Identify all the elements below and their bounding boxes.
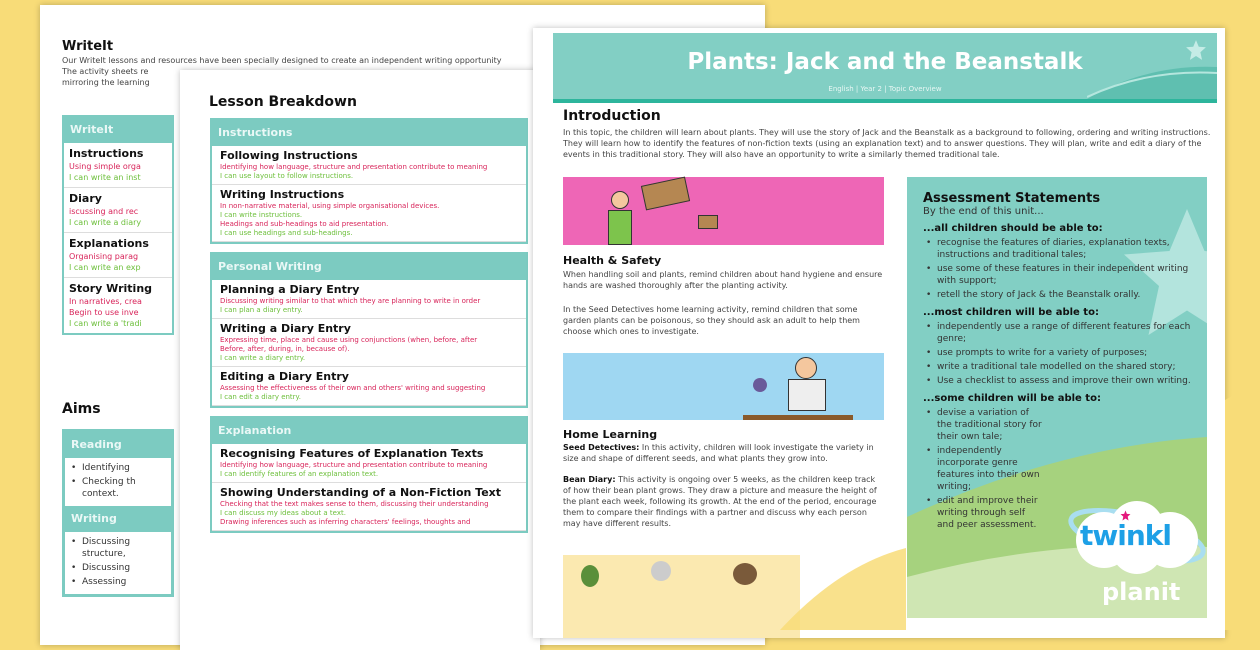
- lesson-item-title: Writing Instructions: [220, 188, 345, 201]
- page-subtitle: English | Year 2 | Topic Overview: [828, 85, 942, 93]
- aim-item: • Identifying: [68, 462, 168, 474]
- aim-item: • Discussing structure,: [68, 536, 168, 560]
- lesson-breakdown-title: Lesson Breakdown: [209, 94, 357, 110]
- lesson-section-box: [210, 416, 528, 533]
- lesson-breakdown-page: [180, 70, 540, 650]
- lesson-section-box: [210, 252, 528, 408]
- lesson-item-title: Planning a Diary Entry: [220, 283, 360, 296]
- item-objective: Organising parag: [69, 252, 139, 261]
- item-target: I can write a 'tradi: [69, 319, 142, 328]
- home-learning-title: Home Learning: [563, 428, 658, 441]
- lesson-item: [212, 280, 526, 319]
- item-title: Instructions: [69, 147, 144, 160]
- item-title: Explanations: [69, 237, 149, 250]
- page-title: Plants: Jack and the Beanstalk: [687, 49, 1083, 75]
- bean-diary-desc: This activity is ongoing over 5 weeks, as the children keep track of how their bean plant grows. They draw a picture and measure the height of the plant each week, following its growth. At the end of the period, encourage them to compare their findings with a partner and discuss why each person may have different results.: [563, 475, 877, 528]
- lesson-objective: Identifying how language, structure and presentation contribute to meaning: [220, 163, 488, 171]
- assessment-item: • retell the story of Jack & the Beanstalk orally.: [923, 289, 1193, 301]
- lesson-item-title: Editing a Diary Entry: [220, 370, 349, 383]
- lesson-section-box: [210, 118, 528, 244]
- item-objective: In narratives, crea: [69, 297, 142, 306]
- lesson-objective: Drawing inferences such as inferring characters' feelings, thoughts and: [220, 518, 471, 526]
- assessment-title: Assessment Statements: [923, 191, 1101, 206]
- aims-box: [62, 429, 174, 597]
- intro-line: mirroring the learning: [62, 78, 150, 87]
- assessment-item: • use some of these features in their independent writing with support;: [923, 263, 1193, 287]
- lesson-sections: [210, 118, 528, 541]
- seed-detectives-desc: In this activity, children will look investigate the variety in size and shape of different seeds, and what plants they grow into.: [563, 443, 874, 463]
- lesson-objective: In non-narrative material, using simple organisational devices.: [220, 202, 440, 210]
- lesson-objective: Expressing time, place and cause using conjunctions (when, before, after: [220, 336, 478, 344]
- lesson-item: [212, 319, 526, 367]
- item-title: Diary: [69, 192, 102, 205]
- most-children-title: ...most children will be able to:: [923, 307, 1099, 318]
- lesson-objective: Identifying how language, structure and presentation contribute to meaning: [220, 461, 488, 469]
- aim-item: • Checking th context.: [68, 476, 168, 500]
- item-target: I can write a diary: [69, 218, 142, 227]
- aim-item: • Assessing: [68, 576, 168, 588]
- lesson-item-title: Following Instructions: [220, 149, 358, 162]
- lesson-target: I can identify features of an explanation text.: [220, 470, 379, 478]
- lesson-target: I can plan a diary entry.: [220, 306, 303, 314]
- assessment-item: • devise a variation of the traditional story for their own tale;: [923, 407, 1043, 443]
- health-safety-title: Health & Safety: [563, 254, 662, 267]
- item-target: I can write an inst: [69, 173, 141, 182]
- illustration-planting: [563, 353, 884, 420]
- writeit-box: [62, 115, 174, 335]
- lesson-item: [212, 367, 526, 406]
- assessment-subtitle: By the end of this unit...: [923, 206, 1044, 217]
- seed-detectives-text: [563, 442, 885, 464]
- writing-header: Writing: [65, 506, 171, 532]
- lesson-objective: Before, after, during, in, because of).: [220, 345, 350, 353]
- lesson-target: I can edit a diary entry.: [220, 393, 301, 401]
- writeit-box-header: WriteIt: [64, 117, 172, 143]
- intro-line: Our WriteIt lessons and resources have been specially designed to create an independent writing opportunity: [62, 56, 502, 65]
- lesson-target: I can discuss my ideas about a text.: [220, 509, 346, 517]
- all-children-title: ...all children should be able to:: [923, 223, 1103, 234]
- introduction-title: Introduction: [563, 108, 661, 124]
- aim-item: • Discussing: [68, 562, 168, 574]
- item-objective: iscussing and rec: [69, 207, 139, 216]
- assessment-item: • recognise the features of diaries, explanation texts, instructions and traditional tales;: [923, 237, 1193, 261]
- lesson-objective: Checking that the text makes sense to them, discussing their understanding: [220, 500, 489, 508]
- lesson-target: I can write a diary entry.: [220, 354, 306, 362]
- assessment-item: • Use a checklist to assess and improve their own writing.: [923, 375, 1193, 387]
- lesson-item-title: Showing Understanding of a Non-Fiction Text: [220, 486, 502, 499]
- illustration-boy-boxes: [563, 177, 884, 245]
- lesson-target: I can use layout to follow instructions.: [220, 172, 354, 180]
- item-objective: Begin to use inve: [69, 308, 139, 317]
- bean-diary-label: Bean Diary:: [563, 475, 616, 484]
- lesson-item: [212, 483, 526, 531]
- lesson-section-header: Personal Writing: [212, 254, 526, 280]
- lesson-target: I can use headings and sub-headings.: [220, 229, 353, 237]
- lesson-item-title: Recognising Features of Explanation Texts: [220, 447, 484, 460]
- aims-title: Aims: [62, 401, 101, 417]
- lesson-objective: Discussing writing similar to that which they are planning to write in order: [220, 297, 481, 305]
- lesson-item: [212, 146, 526, 185]
- page1-title: WriteIt: [62, 39, 114, 54]
- assessment-item: • independently use a range of different features for each genre;: [923, 321, 1193, 345]
- seed-detectives-label: Seed Detectives:: [563, 443, 640, 452]
- intro-line: The activity sheets re: [62, 67, 149, 76]
- assessment-item: • independently incorporate genre features into their own writing;: [923, 445, 1043, 493]
- lesson-objective: Headings and sub-headings to aid presentation.: [220, 220, 389, 228]
- health-safety-text-1: When handling soil and plants, remind children about hand hygiene and ensure hands are washed thoroughly after the planting activity.: [563, 270, 883, 290]
- lesson-section-header: Explanation: [212, 418, 526, 444]
- twinkl-wordmark: twinkl: [1080, 519, 1172, 552]
- assessment-item: • edit and improve their writing through self and peer assessment.: [923, 495, 1043, 531]
- header-banner: [553, 33, 1217, 103]
- health-safety-text-2: In the Seed Detectives home learning activity, remind children that some garden plants can be poisonous, so they should ask an adult to help them choose which ones to investigate.: [563, 305, 860, 336]
- star-icon: [1120, 510, 1131, 521]
- some-children-title: ...some children will be able to:: [923, 393, 1101, 404]
- lesson-section-header: Instructions: [212, 120, 526, 146]
- introduction-text: In this topic, the children will learn about plants. They will use the story of Jack and the Beanstalk as a background to following, ordering and writing instructions. They will learn how to identify the features of non-fiction texts (using an explanation text) and to answer questions. They will plan, write and edit a diary of the events in this traditional story. They will also have an opportunity to write a similarly themed traditional tale.: [563, 128, 1211, 159]
- reading-header: Reading: [65, 432, 171, 458]
- lesson-objective: Assessing the effectiveness of their own and others' writing and suggesting: [220, 384, 486, 392]
- illustration-children: [563, 555, 800, 638]
- item-title: Story Writing: [69, 282, 153, 295]
- planit-wordmark: planit: [1102, 578, 1181, 606]
- yellow-swoosh-edge: [1225, 380, 1260, 630]
- twinkl-planit-logo: [1062, 496, 1212, 614]
- assessment-item: • use prompts to write for a variety of purposes;: [923, 347, 1193, 359]
- item-target: I can write an exp: [69, 263, 141, 272]
- lesson-item: [212, 444, 526, 483]
- bean-diary-text: [563, 474, 885, 529]
- lesson-item-title: Writing a Diary Entry: [220, 322, 351, 335]
- item-objective: Using simple orga: [69, 162, 141, 171]
- lesson-item: [212, 185, 526, 242]
- lesson-target: I can write instructions.: [220, 211, 303, 219]
- assessment-item: • write a traditional tale modelled on the shared story;: [923, 361, 1193, 373]
